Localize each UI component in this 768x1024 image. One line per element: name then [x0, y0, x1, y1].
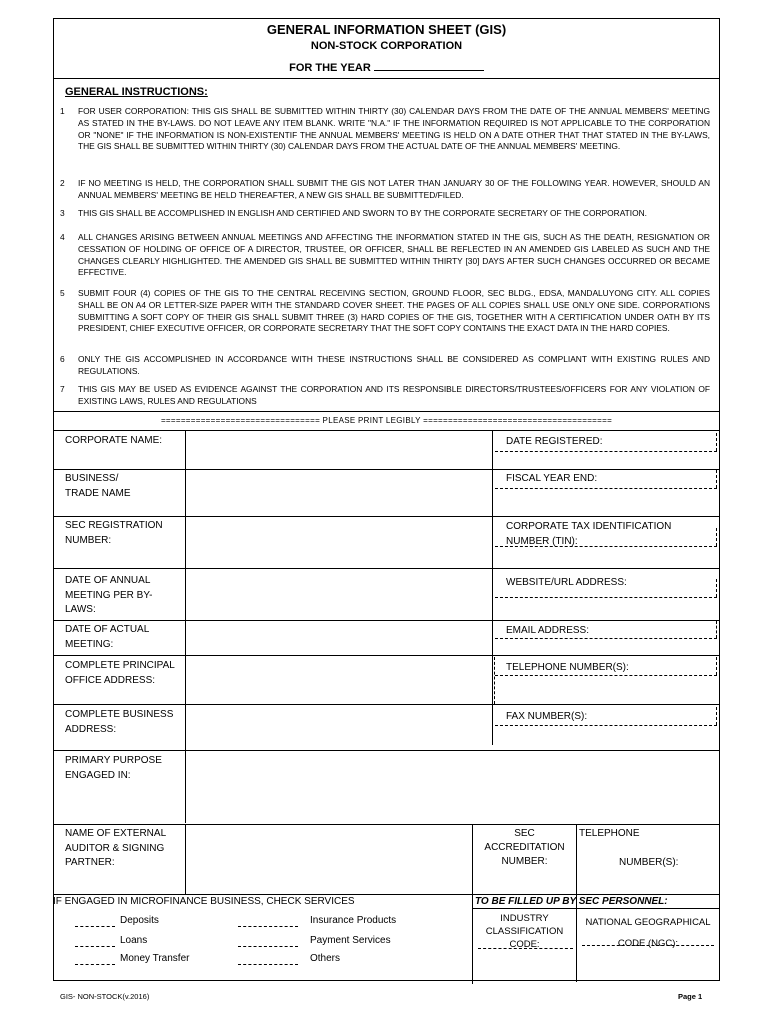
- year-input[interactable]: [374, 60, 484, 71]
- sec-personnel-heading: TO BE FILLED UP BY SEC PERSONNEL:: [475, 896, 668, 907]
- instructions-divider: [53, 411, 720, 412]
- sec-registration-label: SEC REGISTRATION NUMBER:: [65, 520, 163, 546]
- right-column-divider: [492, 430, 493, 745]
- corporate-name-field[interactable]: [187, 431, 491, 468]
- instruction-number: 3: [60, 208, 65, 218]
- auditor-field[interactable]: [187, 825, 471, 893]
- checkbox-line-payment[interactable]: [238, 946, 298, 947]
- instruction-item: [60, 232, 710, 279]
- service-insurance: Insurance Products: [310, 915, 397, 926]
- trade-name-label: BUSINESS/ TRADE NAME: [65, 473, 131, 499]
- checkbox-line-money-transfer[interactable]: [75, 964, 115, 965]
- industry-code-label: INDUSTRY CLASSIFICATION CODE:: [485, 913, 564, 950]
- instruction-number: 6: [60, 354, 65, 364]
- answer-line: [495, 451, 717, 452]
- answer-box-edge: [716, 528, 717, 546]
- label-column-divider: [185, 824, 186, 894]
- sec-personnel-divider: [472, 908, 720, 909]
- trade-name-field[interactable]: [187, 470, 491, 515]
- website-label: WEBSITE/URL ADDRESS:: [506, 577, 627, 588]
- microfinance-heading: IF ENGAGED IN MICROFINANCE BUSINESS, CHECK SERVICES: [53, 896, 355, 907]
- telephone-numbers-label: NUMBER(S):: [619, 857, 679, 868]
- auditor-label: NAME OF EXTERNAL AUDITOR & SIGNING PARTNER:: [65, 828, 167, 868]
- instructions-heading: GENERAL INSTRUCTIONS:: [65, 86, 208, 98]
- annual-meeting-label: DATE OF ANNUAL MEETING PER BY- LAWS:: [65, 575, 153, 615]
- telephone-head-label: TELEPHONE: [579, 828, 640, 839]
- instruction-number: 5: [60, 288, 65, 298]
- primary-purpose-field[interactable]: [187, 751, 719, 823]
- label-column-divider: [185, 430, 186, 823]
- checkbox-line-others[interactable]: [238, 964, 298, 965]
- fax-label: FAX NUMBER(S):: [506, 711, 588, 722]
- answer-box-edge: [716, 657, 717, 675]
- instruction-item: [60, 208, 710, 220]
- page-number: Page 1: [678, 992, 703, 1001]
- row-border: [53, 894, 720, 895]
- sec-registration-field[interactable]: [187, 517, 491, 567]
- answer-line: [495, 488, 717, 489]
- corporate-name-label: CORPORATE NAME:: [65, 435, 163, 446]
- answer-box-edge: [716, 621, 717, 638]
- form-title: GENERAL INFORMATION SHEET (GIS): [266, 22, 507, 37]
- answer-line: [495, 597, 717, 598]
- checkbox-line-deposits[interactable]: [75, 926, 115, 927]
- answer-line: [495, 725, 717, 726]
- instruction-item: [60, 354, 710, 378]
- instruction-number: 1: [60, 106, 65, 116]
- form-id: GIS- NON-STOCK(v.2016): [60, 992, 150, 1001]
- answer-box-edge: [716, 470, 717, 488]
- checkbox-line-loans[interactable]: [75, 946, 115, 947]
- answer-box-edge: [716, 707, 717, 725]
- header-divider: [53, 78, 720, 79]
- geo-code-line[interactable]: [582, 945, 714, 946]
- instruction-item: [60, 384, 710, 408]
- instruction-number: 7: [60, 384, 65, 394]
- fiscal-year-end-label: FISCAL YEAR END:: [506, 473, 598, 484]
- instruction-text: FOR USER CORPORATION: THIS GIS SHALL BE SUBMITTED WITHIN THIRTY (30) CALENDAR DAYS FROM THE DATE OF THE ANNUAL MEMBERS' MEETING AS STATED IN THE BY-LAWS. DO NOT LEAVE ANY ITEM BLANK. WRITE "N.A." IF THE INFORMATION REQUIRED IS NOT APPLICABLE TO THE CORPORATION OR "NONE" IF THE INFORMATION IS NON-EXISTENTIF THE ANNUAL MEMBERS' MEETING IS HELD ON A DATE OTHER THAT THAT STATED IN THE BY-LAWS, THE GIS SHALL BE SUBMITTED WITHIN THIRTY (30) CALENDAR DAYS FROM THE ACTUAL DATE OF THE ANNUAL MEMBERS' MEETING.: [78, 106, 710, 152]
- checkbox-line-insurance[interactable]: [238, 926, 298, 927]
- business-address-label: COMPLETE BUSINESS ADDRESS:: [65, 709, 174, 735]
- service-loans: Loans: [120, 935, 148, 946]
- actual-meeting-field[interactable]: [187, 621, 491, 654]
- instruction-number: 4: [60, 232, 65, 242]
- answer-box-edge: [494, 657, 495, 704]
- instruction-item: [60, 178, 710, 202]
- instruction-text: ONLY THE GIS ACCOMPLISHED IN ACCORDANCE WITH THESE INSTRUCTIONS SHALL BE CONSIDERED AS COMPLIANT WITH EXISTING RULES AND REGULATIONS.: [78, 354, 710, 376]
- geo-code-label: NATIONAL GEOGRAPHICAL CODE (NGC):: [585, 917, 711, 949]
- service-deposits: Deposits: [120, 915, 159, 926]
- service-money-transfer: Money Transfer: [120, 953, 190, 964]
- annual-meeting-field[interactable]: [187, 569, 491, 619]
- print-legibly-banner: ================================ PLEASE PRINT LEGIBLY ======================================: [160, 416, 613, 425]
- date-registered-label: DATE REGISTERED:: [506, 436, 603, 447]
- instruction-item: [60, 106, 710, 153]
- principal-address-field[interactable]: [187, 656, 491, 703]
- instruction-text: SUBMIT FOUR (4) COPIES OF THE GIS TO THE CENTRAL RECEIVING SECTION, GROUND FLOOR, SEC BLDG., EDSA, MANDALUYONG CITY. ALL COPIES SHALL BE ON A4 OR LETTER-SIZE PAPER WITH THE STANDARD COVER SHEET. THE PAGES OF ALL COPIES SHALL USE ONLY ONE SIDE. CORPORATIONS SUBMITTING A SOFT COPY OF THEIR GIS SHALL SUBMIT THREE (3) HARD COPIES OF THE GIS, TOGETHER WITH A CERTIFICATION UNDER OATH BY ITS PRESIDENT, CHIEF EXECUTIVE OFFICER, OR CORPORATE SECRETARY THAT THE SOFT COPY CONTAINS THE EXACT DATA IN THE HARD COPIES.: [78, 288, 710, 334]
- business-address-field[interactable]: [187, 705, 491, 749]
- principal-address-label: COMPLETE PRINCIPAL OFFICE ADDRESS:: [65, 660, 175, 686]
- instruction-item: [60, 288, 710, 335]
- actual-meeting-label: DATE OF ACTUAL MEETING:: [65, 624, 150, 650]
- form-subtitle: NON-STOCK CORPORATION: [310, 40, 463, 52]
- year-label: FOR THE YEAR: [289, 62, 371, 74]
- instruction-text: THIS GIS MAY BE USED AS EVIDENCE AGAINST THE CORPORATION AND ITS RESPONSIBLE DIRECTORS/TRUSTEES/OFFICERS FOR ANY VIOLATION OF EXISTING LAWS, RULES AND REGULATIONS: [78, 384, 710, 406]
- service-others: Others: [310, 953, 341, 964]
- instruction-text: ALL CHANGES ARISING BETWEEN ANNUAL MEETINGS AND AFFECTING THE INFORMATION STATED IN THE GIS, SUCH AS THE DEATH, RESIGNATION OR CESSATION OF HOLDING OF OFFICE OF A DIRECTOR, TRUSTEE, OR OFFICER, SHALL BE REFLECTED IN AN AMENDED GIS LABELED AS SUCH AND THE CHANGES CLEARLY HIGHLIGHTED. THE AMENDED GIS SHALL BE SUBMITTED WITHIN THIRTY [30] DAYS AFTER SUCH CHANGES OCCURRED OR BECAME EFFECTIVE.: [78, 232, 710, 278]
- answer-box-edge: [716, 579, 717, 597]
- instruction-text: THIS GIS SHALL BE ACCOMPLISHED IN ENGLISH AND CERTIFIED AND SWORN TO BY THE CORPORATE SECRETARY OF THE CORPORATION.: [78, 208, 647, 218]
- telephone-label: TELEPHONE NUMBER(S):: [506, 662, 629, 673]
- year-line: [53, 60, 720, 74]
- email-label: EMAIL ADDRESS:: [506, 625, 589, 636]
- tin-label: CORPORATE TAX IDENTIFICATION NUMBER (TIN):: [506, 521, 672, 547]
- primary-purpose-label: PRIMARY PURPOSE ENGAGED IN:: [65, 755, 162, 781]
- instruction-number: 2: [60, 178, 65, 188]
- answer-box-edge: [716, 433, 717, 451]
- instruction-text: IF NO MEETING IS HELD, THE CORPORATION SHALL SUBMIT THE GIS NOT LATER THAN JANUARY 30 OF THE FOLLOWING YEAR. HOWEVER, SHOULD AN ANNUAL MEMBERS' MEETING BE HELD THEREAFTER, A NEW GIS SHALL BE SUBMITTED/FILED.: [78, 178, 710, 200]
- industry-code-line[interactable]: [478, 948, 573, 949]
- sec-accreditation-label: SEC ACCREDITATION NUMBER:: [484, 828, 565, 867]
- service-payment: Payment Services: [310, 935, 391, 946]
